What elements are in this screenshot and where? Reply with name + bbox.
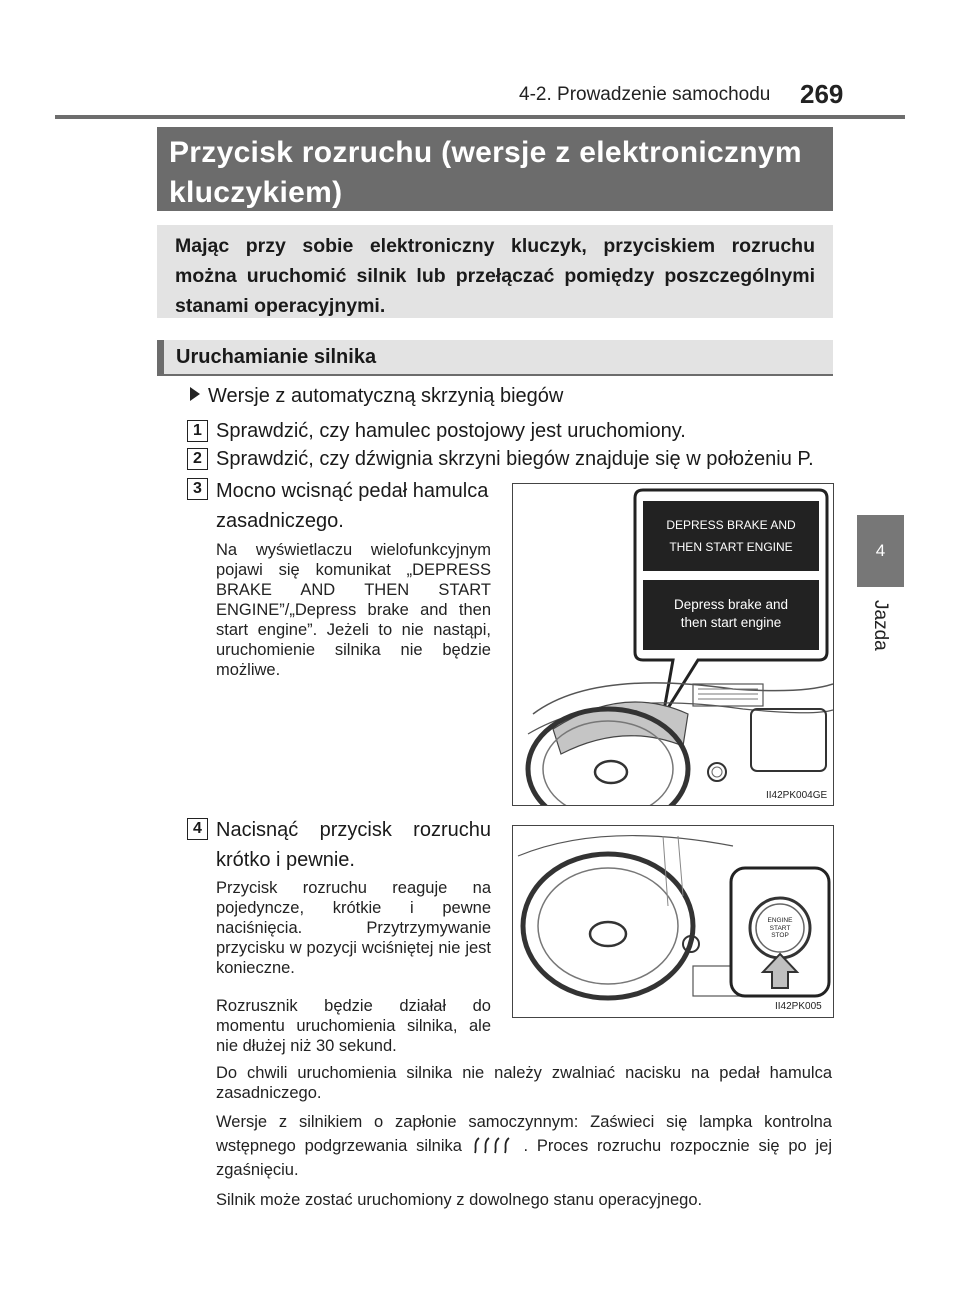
figure-start-button xyxy=(512,825,834,1018)
step-text-2: Sprawdzić, czy dźwignia skrzyni biegów znajduje się w położeniu P. xyxy=(216,448,814,470)
figure-dashboard-message xyxy=(512,483,834,806)
center-screen xyxy=(751,709,826,771)
step-text-4-line2: krótko i pewnie. xyxy=(216,849,355,871)
display-text-1: DEPRESS BRAKE AND xyxy=(666,518,796,532)
step-text-3-line2: zasadniczego. xyxy=(216,510,344,532)
display-text-2: THEN START ENGINE xyxy=(669,540,793,554)
steering-wheel xyxy=(523,854,693,998)
step-number-3: 3 xyxy=(187,478,208,500)
step-number-4: 4 xyxy=(187,818,208,840)
figure-code: II42PK005 xyxy=(775,1001,822,1012)
glow-plug-icon xyxy=(471,1135,515,1155)
figure-code: II42PK004GE xyxy=(766,790,828,801)
display-text-3: Depress brake and xyxy=(673,597,789,612)
variant-bullet-text: Wersje z automatyczną skrzynią biegów xyxy=(208,385,564,407)
intro-box: Mając przy sobie elektroniczny kluczyk, przyciskiem rozruchu można uruchomić silnik lub przełączać pomiędzy poszczególnymi stanami operacyjnymi. xyxy=(157,225,833,318)
button-text-2: START xyxy=(769,924,791,932)
triangle-bullet-icon xyxy=(190,387,200,401)
mid-display-uppercase xyxy=(643,501,819,571)
step-text-3-line1: Mocno wcisnąć pedał hamulca xyxy=(216,480,489,502)
subsection-heading: Uruchamianie silnika xyxy=(157,340,833,376)
note-brake: Do chwili uruchomienia silnika nie należy zwalniać nacisku na pedał hamulca zasadniczego. xyxy=(216,1064,832,1102)
note-diesel-text-2: . Proces rozruchu rozpocznie się po jej zgaśnięciu. xyxy=(216,1137,832,1179)
section-title: Przycisk rozruchu (wersje z elektronicznym kluczykiem) xyxy=(157,127,833,211)
chapter-tab-label: Jazda xyxy=(870,600,891,651)
step-3-note: Na wyświetlaczu wielofunkcyjnym pojawi się komunikat „DEPRESS BRAKE AND THEN START ENGINE”/„Depress brake and then start engine”. Jeżeli to nie nastąpi, uruchomienie silnika nie będzie możliwe. xyxy=(216,541,491,679)
step-number-1: 1 xyxy=(187,420,208,442)
display-text-4: then start engine xyxy=(680,615,782,630)
step-text-1: Sprawdzić, czy hamulec postojowy jest uruchomiony. xyxy=(216,420,686,442)
step-text-4-line1: Nacisnąć przycisk rozruchu xyxy=(216,819,491,841)
chapter-tab[interactable] xyxy=(857,515,904,587)
note-operating-state: Silnik może zostać uruchomiony z dowolnego stanu operacyjnego. xyxy=(216,1191,703,1209)
button-text-1: ENGINE xyxy=(767,917,793,924)
start-button-label xyxy=(760,917,800,940)
header-rule xyxy=(55,115,905,119)
mid-display-lowercase xyxy=(643,580,819,650)
button-text-3: STOP xyxy=(771,932,789,939)
note-diesel xyxy=(216,1110,832,1182)
note-diesel-text-1: Wersje z silnikiem o zapłonie samoczynnym: Zaświeci się lampka kontrolna wstępnego podgrzewania silnika xyxy=(216,1113,832,1155)
step-4-note-1: Przycisk rozruchu reaguje na pojedyncze, krótkie i pewne naciśnięcia. Przytrzymywanie przycisku w pozycji wciśniętej nie jest konieczne. xyxy=(216,879,491,977)
page-number: 269 xyxy=(800,79,844,109)
step-4-note-2: Rozrusznik będzie działał do momentu uruchomienia silnika, ale nie dłużej niż 30 sekund. xyxy=(216,997,491,1055)
chapter-tab-number: 4 xyxy=(875,541,886,560)
running-header-section: 4-2. Prowadzenie samochodu xyxy=(519,84,771,105)
step-number-2: 2 xyxy=(187,448,208,470)
variant-bullet xyxy=(190,385,563,408)
